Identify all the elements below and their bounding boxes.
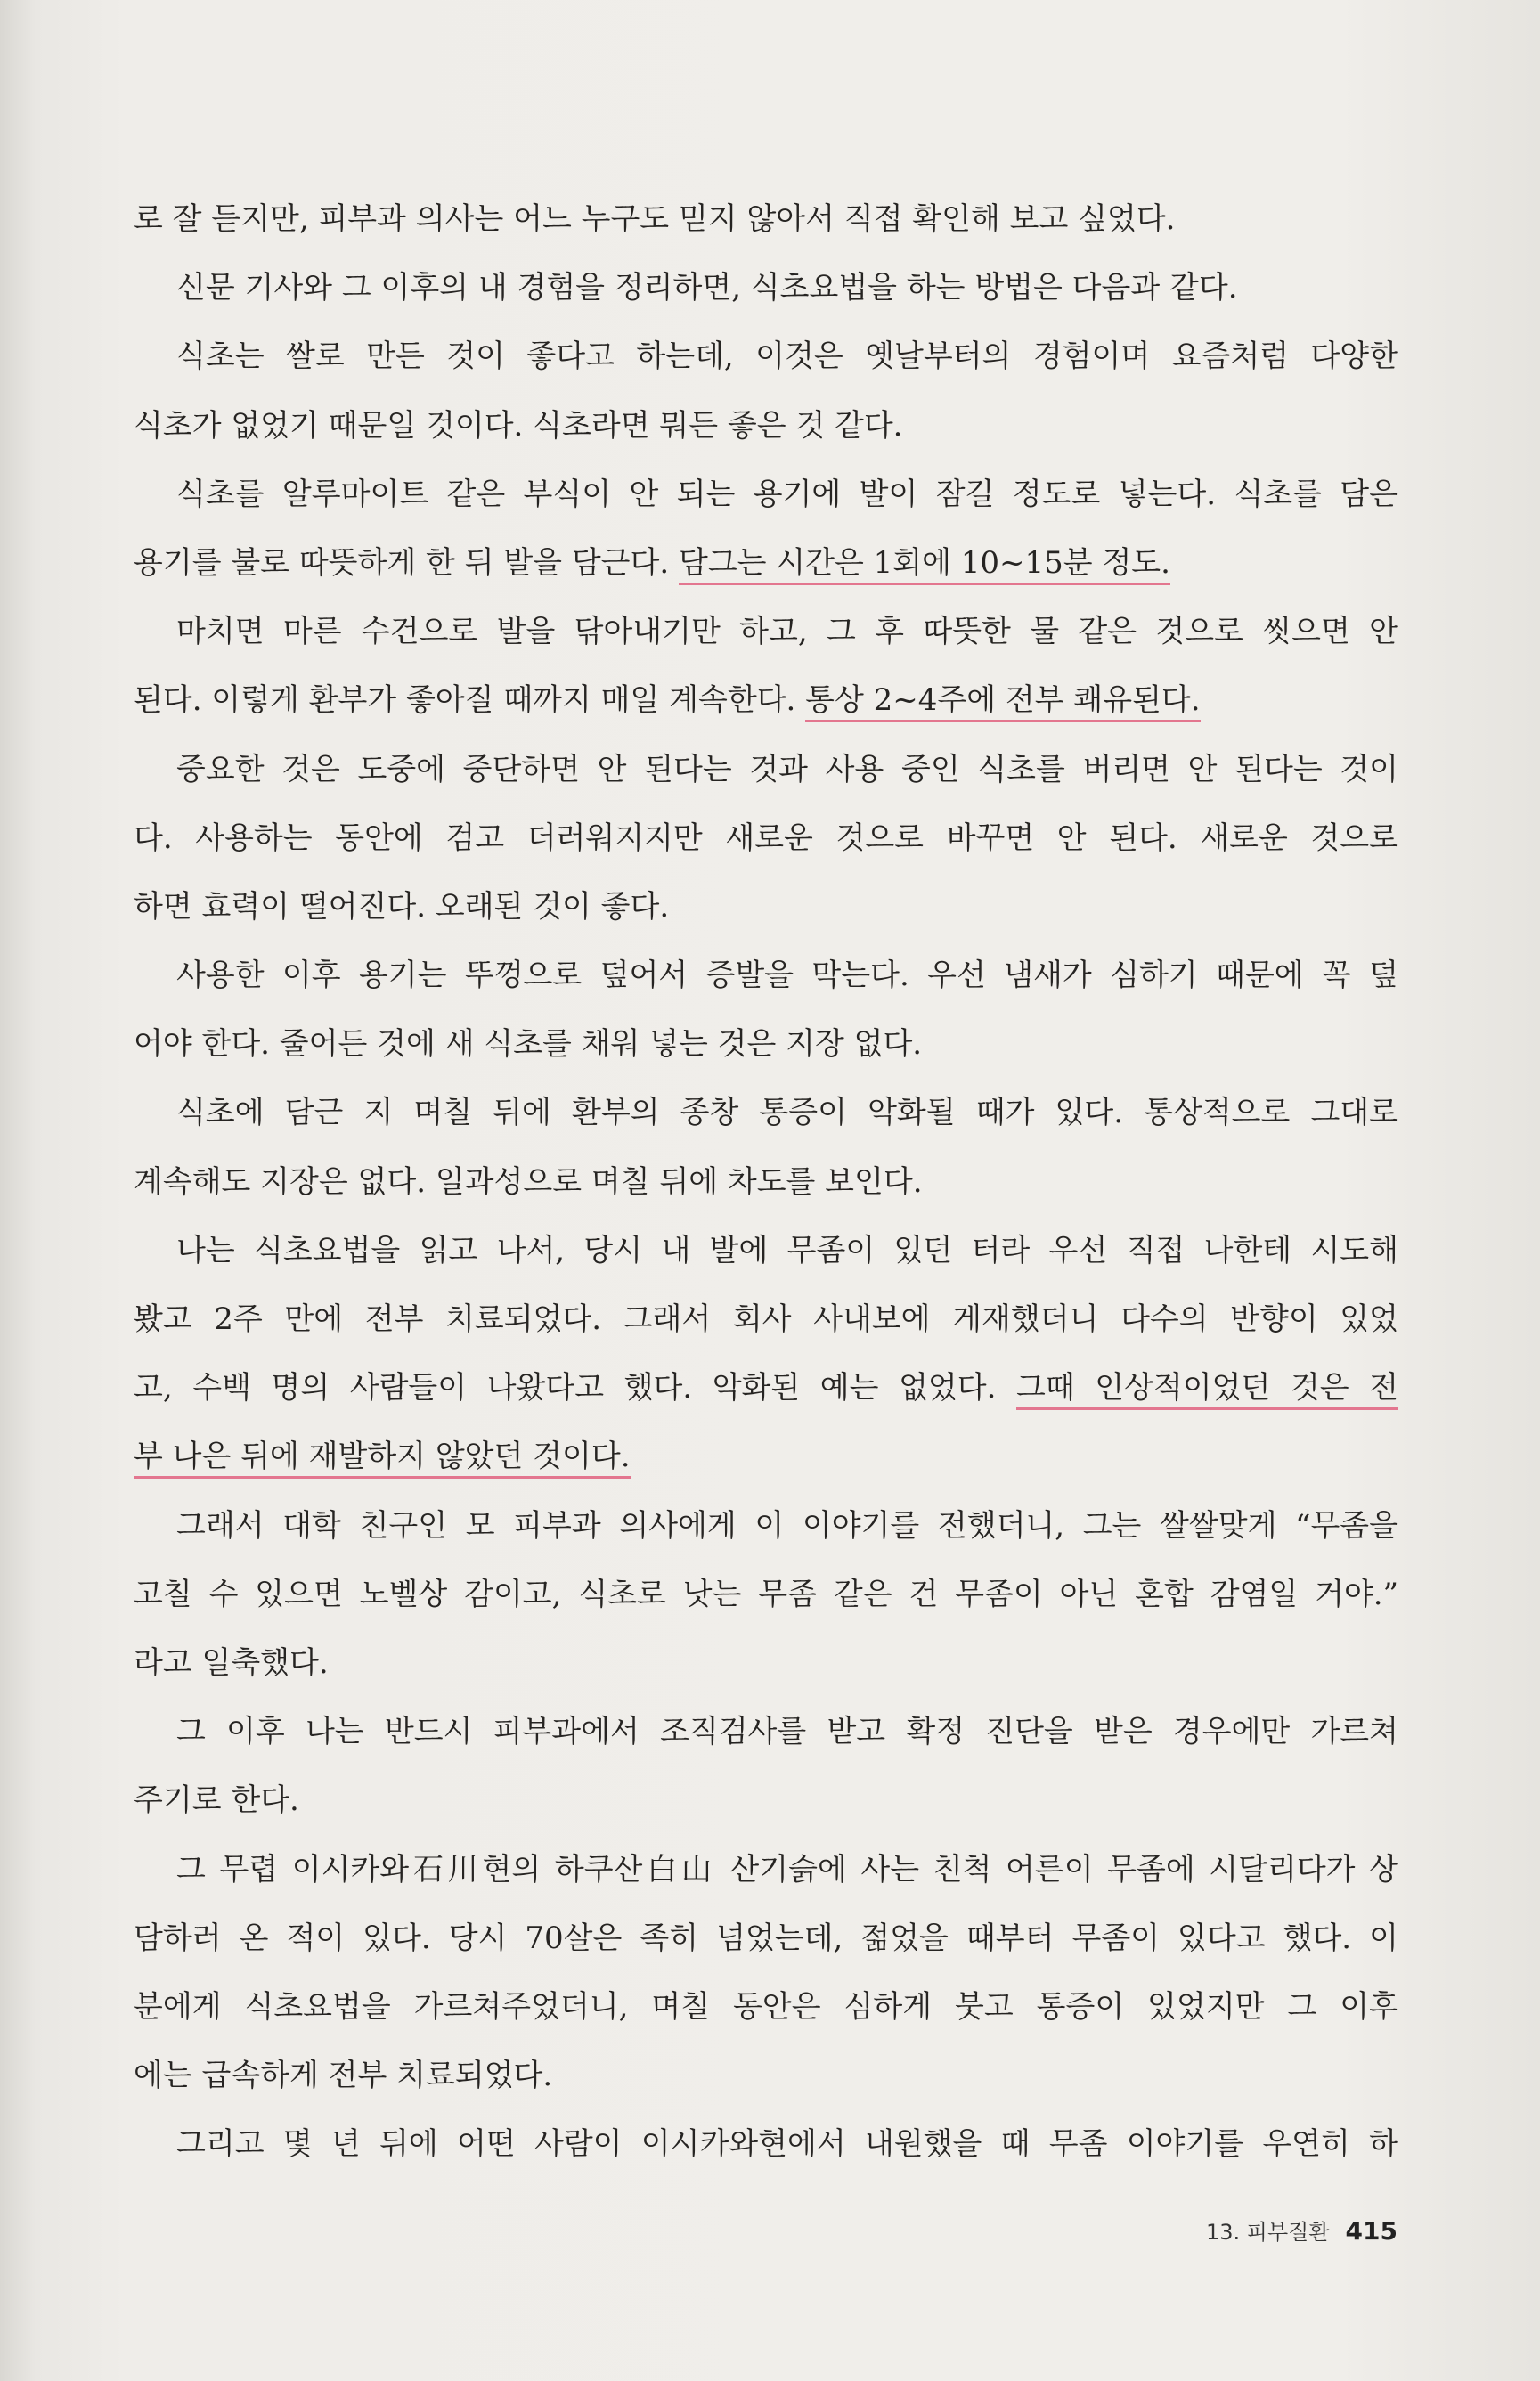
line-text: 마치면 마른 수건으로 발을 닦아내기만 하고, 그 후 따뜻한 물 같은 것으로 씻으면 안 <box>176 614 1398 650</box>
text-line <box>134 322 1398 391</box>
body-text <box>134 185 1398 2179</box>
paragraph <box>134 461 1398 598</box>
paragraph <box>134 1836 1398 2111</box>
line-text <box>134 1423 631 1491</box>
line-text: 고, 수백 명의 사람들이 나왔다고 했다. 악화된 예는 없었다. 그때 인상적이었던 것은 전 <box>134 1354 1398 1423</box>
text-line <box>134 1423 1398 1491</box>
paragraph <box>134 185 1398 254</box>
text-line <box>134 1079 1398 1147</box>
line-text: 그 무렵 이시카와石川현의 하쿠산白山 산기슭에 사는 친척 어른이 무좀에 시달리다가 상 <box>176 1851 1398 1888</box>
text-line <box>134 1148 1398 1217</box>
paragraph <box>134 1079 1398 1216</box>
text-line <box>134 598 1398 666</box>
line-text: 분에게 식초요법을 가르쳐주었더니, 며칠 동안은 심하게 붓고 통증이 있었지만 그 이후 <box>134 1988 1398 2025</box>
text-line <box>134 461 1398 529</box>
chapter-title: 13. 피부질환 <box>1206 2220 1330 2245</box>
line-text: 신문 기사와 그 이후의 내 경험을 정리하면, 식초요법을 하는 방법은 다음과 같다. <box>176 270 1238 306</box>
text-line <box>134 185 1398 254</box>
underlined-text: 부 나은 뒤에 재발하지 않았던 것이다. <box>134 1439 631 1479</box>
text-line <box>134 666 1398 735</box>
text-line <box>134 1354 1398 1423</box>
line-text: 그 이후 나는 반드시 피부과에서 조직검사를 받고 확정 진단을 받은 경우에만 가르쳐 <box>176 1714 1398 1750</box>
text-line <box>134 1285 1398 1354</box>
line-text: 된다. 이렇게 환부가 좋아질 때까지 매일 계속한다. 통상 2~4주에 전부 쾌유된다. <box>134 666 1201 735</box>
underlined-text: 담그는 시간은 1회에 10~15분 정도. <box>679 545 1170 585</box>
line-text: 중요한 것은 도중에 중단하면 안 된다는 것과 사용 중인 식초를 버리면 안 된다는 것이 <box>176 751 1398 787</box>
paragraph <box>134 1698 1398 1835</box>
line-text: 식초는 쌀로 만든 것이 좋다고 하는데, 이것은 옛날부터의 경험이며 요즘처럼 다양한 <box>176 338 1398 375</box>
paragraph <box>134 322 1398 460</box>
text-line <box>134 1629 1398 1698</box>
line-text: 하면 효력이 떨어진다. 오래된 것이 좋다. <box>134 888 670 925</box>
line-text: 식초를 알루마이트 같은 부식이 안 되는 용기에 발이 잠길 정도로 넣는다. 식초를 담은 <box>176 476 1398 512</box>
line-text: 고칠 수 있으면 노벨상 감이고, 식초로 낫는 무좀 같은 건 무좀이 아닌 혼합 감염일 거야.” <box>134 1576 1398 1612</box>
text-line <box>134 1836 1398 1904</box>
line-text: 용기를 불로 따뜻하게 한 뒤 발을 담근다. 담그는 시간은 1회에 10~15분 정도. <box>134 529 1170 598</box>
text-line <box>134 254 1398 322</box>
line-text: 그리고 몇 년 뒤에 어떤 사람이 이시카와현에서 내원했을 때 무좀 이야기를 우연히 하 <box>176 2126 1398 2163</box>
text-line <box>134 736 1398 804</box>
text-line <box>134 1904 1398 1973</box>
line-text: 나는 식초요법을 읽고 나서, 당시 내 발에 무좀이 있던 터라 우선 직접 나한테 시도해 <box>176 1232 1398 1268</box>
text-line <box>134 1561 1398 1629</box>
underlined-text: 그때 인상적이었던 것은 전 <box>1016 1370 1398 1410</box>
line-text: 식초가 없었기 때문일 것이다. 식초라면 뭐든 좋은 것 같다. <box>134 407 903 444</box>
paragraph <box>134 1217 1398 1492</box>
text-line <box>134 2042 1398 2110</box>
paragraph <box>134 2110 1398 2179</box>
text-line <box>134 942 1398 1010</box>
line-text: 에는 급속하게 전부 치료되었다. <box>134 2058 553 2094</box>
paragraph <box>134 598 1398 735</box>
line-text: 다. 사용하는 동안에 검고 더러워지지만 새로운 것으로 바꾸면 안 된다. 새로운 것으로 <box>134 819 1398 856</box>
text-line <box>134 1010 1398 1079</box>
paragraph <box>134 254 1398 322</box>
line-text: 계속해도 지장은 없다. 일과성으로 며칠 뒤에 차도를 보인다. <box>134 1163 923 1200</box>
page-number: 415 <box>1345 2216 1397 2246</box>
paragraph <box>134 942 1398 1079</box>
text-line <box>134 1766 1398 1835</box>
text-line <box>134 392 1398 461</box>
line-text: 라고 일축했다. <box>134 1644 329 1681</box>
line-text: 로 잘 듣지만, 피부과 의사는 어느 누구도 믿지 않아서 직접 확인해 보고 싶었다. <box>134 201 1176 237</box>
text-line <box>134 529 1398 598</box>
text-line <box>134 1973 1398 2042</box>
line-text: 담하러 온 적이 있다. 당시 70살은 족히 넘었는데, 젊었을 때부터 무좀이 있다고 했다. 이 <box>134 1920 1398 1956</box>
text-line <box>134 873 1398 942</box>
underlined-text: 통상 2~4주에 전부 쾌유된다. <box>805 682 1200 722</box>
line-text: 어야 한다. 줄어든 것에 새 식초를 채워 넣는 것은 지장 없다. <box>134 1026 923 1063</box>
paragraph <box>134 1492 1398 1699</box>
text-line <box>134 1492 1398 1561</box>
page-footer <box>1206 2214 1397 2246</box>
line-text: 주기로 한다. <box>134 1782 299 1819</box>
text-line <box>134 2110 1398 2179</box>
line-text: 그래서 대학 친구인 모 피부과 의사에게 이 이야기를 전했더니, 그는 쌀쌀맞게 “무좀을 <box>176 1507 1398 1544</box>
text-line <box>134 1698 1398 1766</box>
text-line <box>134 804 1398 873</box>
paragraph <box>134 736 1398 942</box>
line-text: 사용한 이후 용기는 뚜껑으로 덮어서 증발을 막는다. 우선 냄새가 심하기 때문에 꼭 덮 <box>176 958 1398 994</box>
text-line <box>134 1217 1398 1285</box>
line-text: 식초에 담근 지 며칠 뒤에 환부의 종창 통증이 악화될 때가 있다. 통상적으로 그대로 <box>176 1095 1398 1131</box>
line-text: 봤고 2주 만에 전부 치료되었다. 그래서 회사 사내보에 게재했더니 다수의 반향이 있었 <box>134 1301 1398 1337</box>
